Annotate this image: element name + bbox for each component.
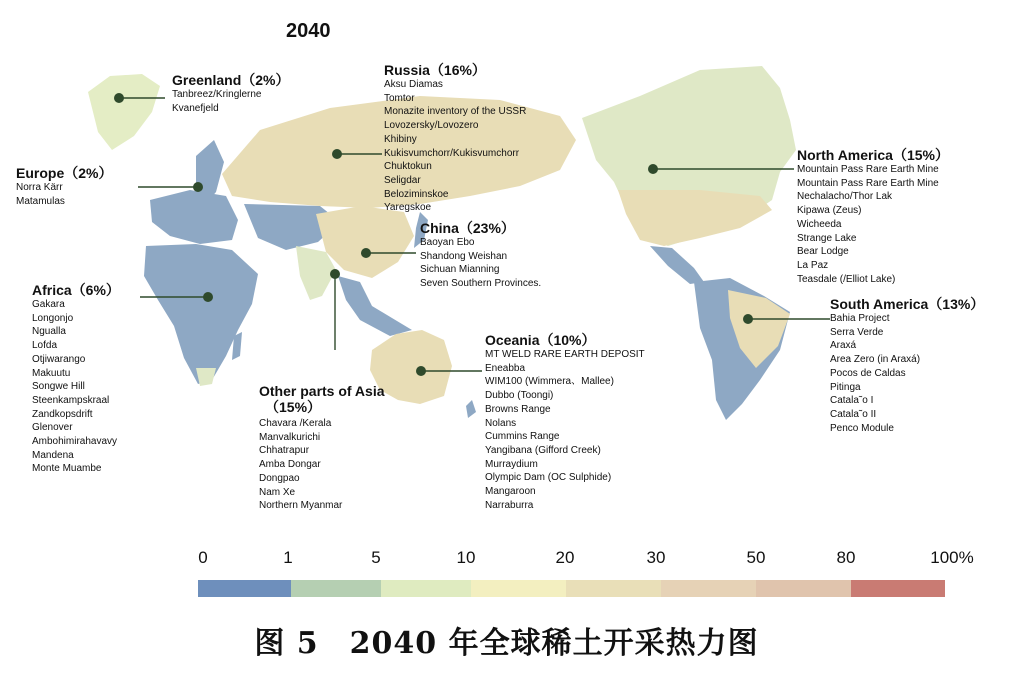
scale-segment [851,580,945,597]
site-item: Lofda [32,340,58,352]
site-item: Teasdale (/Elliot Lake) [797,273,896,285]
site-item: Cummins Range [485,431,560,443]
site-item: Kvanefjeld [172,102,219,114]
marker-south-america [743,314,753,324]
scale-label: 5 [371,548,381,567]
region-europe [16,165,112,208]
site-item: Mountain Pass Rare Earth Mine [797,164,939,175]
site-item: Seven Southern Provinces. [420,278,542,290]
site-item: Catala˜o II [830,408,877,420]
site-item: Seligdar [384,174,421,186]
site-item: Yaregskoe [384,202,432,214]
site-item: Tanbreez/Kringlerne [172,89,262,100]
site-item: Browns Range [485,403,551,415]
site-item: Dubbo (Toongi) [485,390,554,402]
scale-segment [198,580,291,597]
site-item: Dongpao [259,472,300,484]
site-item: Ambohimirahavavy [32,436,118,448]
site-item: Lovozersky/Lovozero [384,120,479,132]
site-item: Araxá [830,340,857,352]
site-list [16,181,112,208]
site-item: Pocos de Caldas [830,367,906,379]
site-item: Mangaroon [485,486,536,498]
figure-caption: 图 5 2040 年全球稀土开采热力图 [254,626,759,661]
scale-label: 50 [746,548,766,567]
region-china [420,220,541,291]
site-list [830,312,984,435]
scale-label: 80 [836,548,856,567]
site-item: Manvalkurichi [259,431,321,443]
site-item: Monte Muambe [32,463,102,475]
region-oceania [485,332,645,512]
site-item: Kipawa (Zeus) [797,205,862,217]
site-item: Olympic Dam (OC Sulphide) [485,472,612,484]
site-list [172,88,289,115]
region-title: South America（13%） [830,296,985,312]
marker-greenland [114,93,124,103]
region-share: （15%） [265,399,322,415]
site-list [384,78,526,215]
region-title: China（23%） [420,220,515,236]
region-other-asia [259,383,385,513]
site-item: Bear Lodge [797,246,849,258]
site-item: Makuutu [32,367,71,379]
site-item: Kukisvumchorr/Kukisvumchorr [384,147,520,159]
marker-europe [193,182,203,192]
land-africa [144,244,258,384]
site-item: Chavara /Kerala [259,418,332,429]
marker-africa [203,292,213,302]
site-list [259,417,385,513]
site-item: Tomtor [384,92,415,104]
site-item: Gakara [32,299,65,310]
site-item: Yangibana (Gifford Creek) [485,444,601,456]
site-item: Strange Lake [797,232,857,244]
map-year-title: 2040 [286,20,331,42]
site-item: Khibiny [384,133,417,145]
region-title: Oceania（10%） [485,332,596,348]
site-item: Narraburra [485,499,534,511]
site-item: Beloziminskoe [384,188,449,200]
site-item: Norra Kärr [16,182,63,193]
site-item: La Paz [797,259,829,271]
site-item: Eneabba [485,362,526,374]
site-item: Sichuan Mianning [420,264,500,276]
site-item: Serra Verde [830,326,884,338]
region-title: Russia（16%） [384,62,486,78]
site-list [797,163,949,286]
region-north-america [797,147,949,286]
site-item: Amba Dongar [259,459,321,471]
scale-label: 1 [283,548,293,567]
land-greenland [88,74,160,150]
land-new-zealand [466,400,476,418]
region-title: Europe（2%） [16,165,113,181]
site-item: Mandena [32,449,74,461]
site-item: Ngualla [32,326,66,338]
site-item: Baoyan Ebo [420,237,475,248]
site-item: Penco Module [830,422,894,434]
site-item: Zandkopsdrift [32,408,93,420]
site-item: Nam Xe [259,486,296,498]
site-item: MT WELD RARE EARTH DEPOSIT [485,349,645,360]
site-item: Bahia Project [830,313,890,324]
region-greenland [172,72,289,115]
site-list [32,298,120,476]
scale-segment [661,580,756,597]
site-item: Chuktokun [384,161,432,173]
scale-segment [566,580,661,597]
land-central-america [650,246,704,284]
site-item: WIM100 (Wimmera、Mallee) [485,376,614,388]
scale-segment [471,580,566,597]
scale-segment [381,580,471,597]
marker-oceania [416,366,426,376]
land-usa [618,190,772,246]
scale-segment [291,580,381,597]
site-list [485,348,645,512]
site-item: Longonjo [32,312,74,324]
site-item: Pitinga [830,381,861,393]
site-item: Otjiwarango [32,353,86,365]
site-item: Glenover [32,422,73,434]
site-item: Chhatrapur [259,445,310,457]
site-item: Northern Myanmar [259,500,343,512]
site-item: Steenkampskraal [32,394,110,406]
marker-north-america [648,164,658,174]
site-item: Mountain Pass Rare Earth Mine [797,177,939,189]
region-title: Greenland（2%） [172,72,290,88]
site-list [420,236,541,291]
site-item: Monazite inventory of the USSR [384,106,527,118]
site-item: Songwe Hill [32,381,85,393]
region-south-america [830,296,984,435]
scale-label: 20 [555,548,575,567]
scale-segment [756,580,851,597]
site-item: Nolans [485,417,517,429]
marker-russia [332,149,342,159]
region-title: Africa（6%） [32,282,120,298]
site-item: Shandong Weishan [420,250,508,262]
scale-label: 30 [646,548,666,567]
scale-label: 100% [930,548,974,567]
site-item: Aksu Diamas [384,79,443,90]
region-russia [384,62,526,215]
marker-other-asia [330,269,340,279]
site-item: Wicheeda [797,218,842,230]
scale-label: 0 [198,548,208,567]
site-item: Area Zero (in Araxá) [830,354,921,366]
region-title: North America（15%） [797,147,949,163]
site-item: Murraydium [485,458,538,470]
region-africa [32,282,120,476]
site-item: Matamulas [16,195,65,207]
land-se-asia [338,276,412,336]
land-europe [150,190,238,244]
region-title: Other parts of Asia [259,383,385,399]
site-item: Nechalacho/Thor Lak [797,191,893,203]
marker-china [361,248,371,258]
scale-label: 10 [456,548,476,567]
site-item: Catala˜o I [830,395,874,407]
